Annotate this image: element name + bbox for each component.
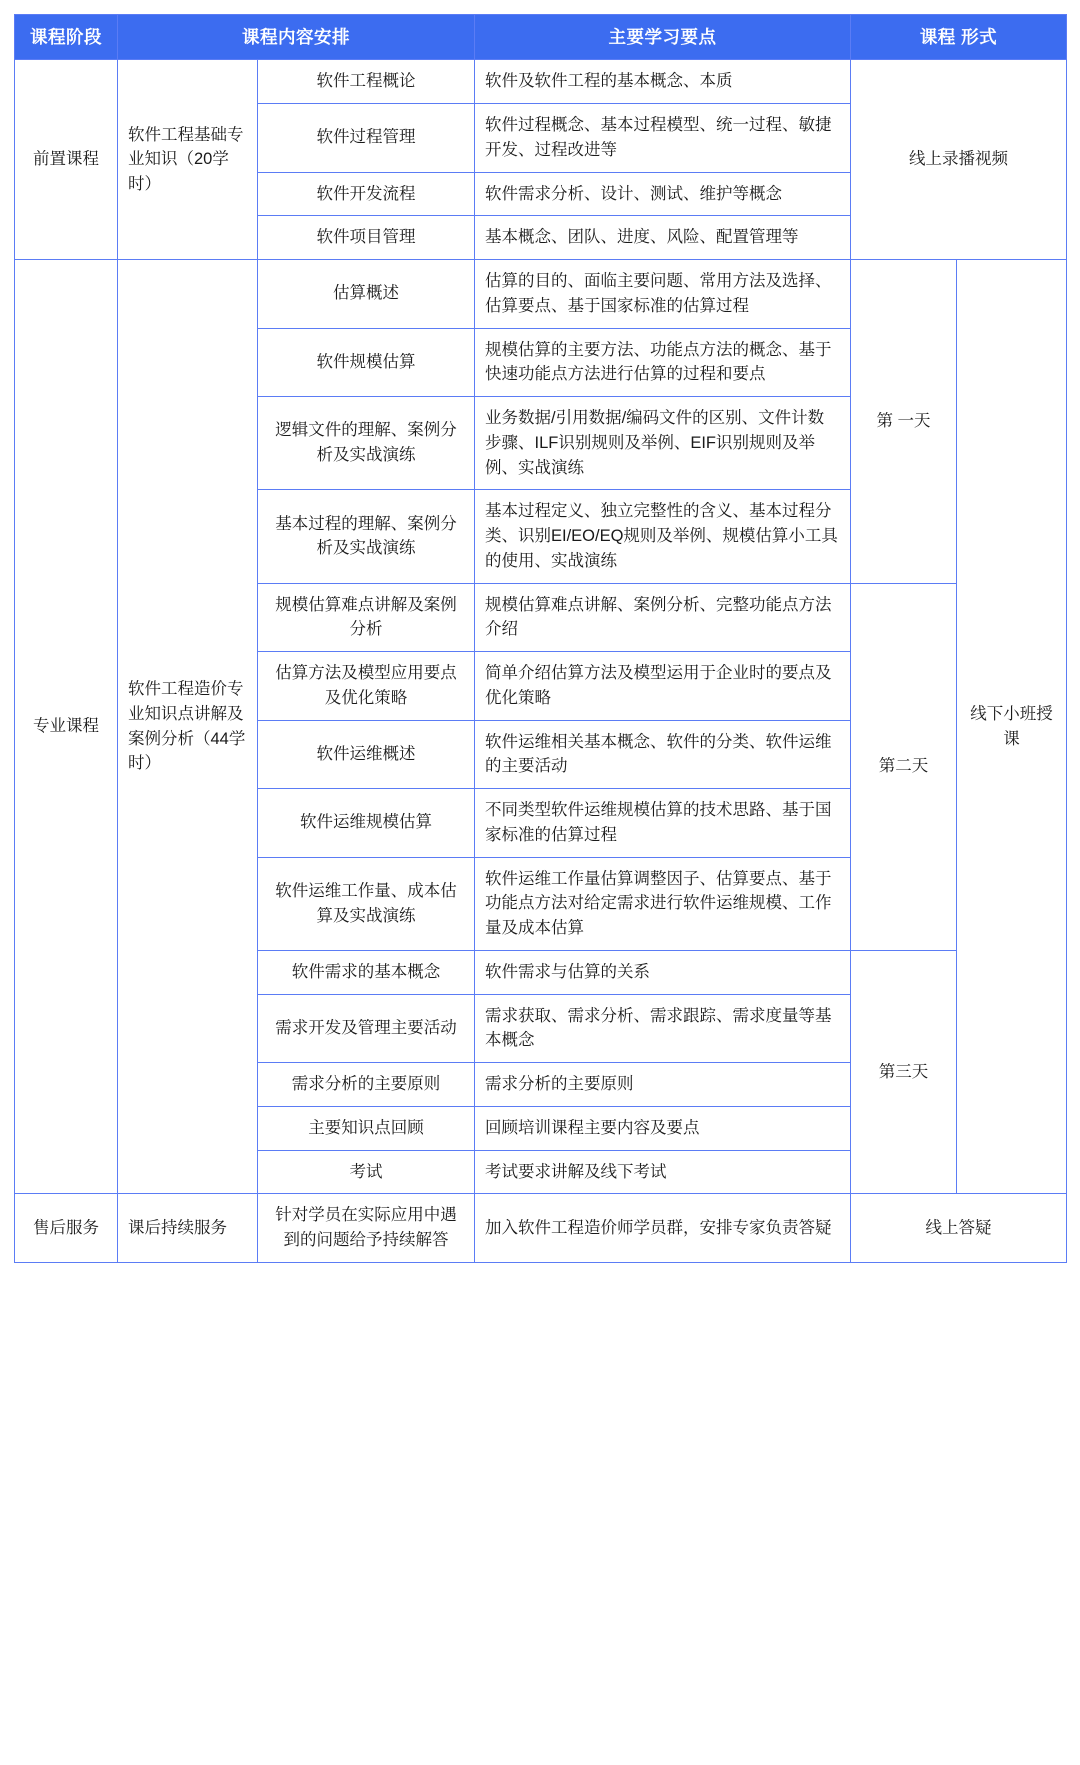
table-body bbox=[15, 60, 1067, 1263]
topic-cell: 软件过程管理 bbox=[258, 104, 475, 173]
points-cell: 软件运维工作量估算调整因子、估算要点、基于功能点方法对给定需求进行软件运维规模、工作量及成本估算 bbox=[475, 857, 851, 950]
topic-cell: 基本过程的理解、案例分析及实战演练 bbox=[258, 490, 475, 583]
topic-cell: 软件需求的基本概念 bbox=[258, 950, 475, 994]
day-cell: 第 一天 bbox=[851, 260, 957, 584]
topic-cell: 规模估算难点讲解及案例分析 bbox=[258, 583, 475, 652]
header-row bbox=[15, 15, 1067, 60]
stage-cell: 专业课程 bbox=[15, 260, 118, 1194]
topic-cell: 估算概述 bbox=[258, 260, 475, 329]
form-cell: 线上答疑 bbox=[851, 1194, 1067, 1263]
points-cell: 软件需求分析、设计、测试、维护等概念 bbox=[475, 172, 851, 216]
topic-cell: 软件运维工作量、成本估算及实战演练 bbox=[258, 857, 475, 950]
day-cell: 第二天 bbox=[851, 583, 957, 950]
topic-cell: 估算方法及模型应用要点及优化策略 bbox=[258, 652, 475, 721]
points-cell: 需求分析的主要原则 bbox=[475, 1063, 851, 1107]
points-cell: 软件及软件工程的基本概念、本质 bbox=[475, 60, 851, 104]
points-cell: 需求获取、需求分析、需求跟踪、需求度量等基本概念 bbox=[475, 994, 851, 1063]
topic-cell: 考试 bbox=[258, 1150, 475, 1194]
points-cell: 业务数据/引用数据/编码文件的区别、文件计数步骤、ILF识别规则及举例、EIF识别规则及举例、实战演练 bbox=[475, 397, 851, 490]
points-cell: 规模估算难点讲解、案例分析、完整功能点方法介绍 bbox=[475, 583, 851, 652]
table-header bbox=[15, 15, 1067, 60]
header-content: 课程内容安排 bbox=[118, 15, 475, 60]
form-cell: 线上录播视频 bbox=[851, 60, 1067, 260]
table-row bbox=[15, 1194, 1067, 1263]
form-cell: 线下小班授课 bbox=[957, 260, 1067, 1194]
module-cell: 课后持续服务 bbox=[118, 1194, 258, 1263]
course-schedule-table bbox=[14, 14, 1067, 1263]
stage-cell: 前置课程 bbox=[15, 60, 118, 260]
module-cell: 软件工程造价专业知识点讲解及案例分析（44学时） bbox=[118, 260, 258, 1194]
points-cell: 考试要求讲解及线下考试 bbox=[475, 1150, 851, 1194]
points-cell: 回顾培训课程主要内容及要点 bbox=[475, 1106, 851, 1150]
day-cell: 第三天 bbox=[851, 950, 957, 1194]
points-cell: 基本概念、团队、进度、风险、配置管理等 bbox=[475, 216, 851, 260]
topic-cell: 需求分析的主要原则 bbox=[258, 1063, 475, 1107]
points-cell: 简单介绍估算方法及模型运用于企业时的要点及优化策略 bbox=[475, 652, 851, 721]
points-cell: 不同类型软件运维规模估算的技术思路、基于国家标准的估算过程 bbox=[475, 789, 851, 858]
header-form: 课程 形式 bbox=[851, 15, 1067, 60]
header-stage: 课程阶段 bbox=[15, 15, 118, 60]
points-cell: 基本过程定义、独立完整性的含义、基本过程分类、识别EI/EO/EQ规则及举例、规模估算小工具的使用、实战演练 bbox=[475, 490, 851, 583]
topic-cell: 软件规模估算 bbox=[258, 328, 475, 397]
points-cell: 软件运维相关基本概念、软件的分类、软件运维的主要活动 bbox=[475, 720, 851, 789]
points-cell: 估算的目的、面临主要问题、常用方法及选择、估算要点、基于国家标准的估算过程 bbox=[475, 260, 851, 329]
points-cell: 软件过程概念、基本过程模型、统一过程、敏捷开发、过程改进等 bbox=[475, 104, 851, 173]
topic-cell: 软件开发流程 bbox=[258, 172, 475, 216]
points-cell: 加入软件工程造价师学员群，安排专家负责答疑 bbox=[475, 1194, 851, 1263]
topic-cell: 软件工程概论 bbox=[258, 60, 475, 104]
stage-cell: 售后服务 bbox=[15, 1194, 118, 1263]
header-points: 主要学习要点 bbox=[475, 15, 851, 60]
topic-cell: 逻辑文件的理解、案例分析及实战演练 bbox=[258, 397, 475, 490]
topic-cell: 针对学员在实际应用中遇到的问题给予持续解答 bbox=[258, 1194, 475, 1263]
module-cell: 软件工程基础专业知识（20学时） bbox=[118, 60, 258, 260]
topic-cell: 需求开发及管理主要活动 bbox=[258, 994, 475, 1063]
topic-cell: 主要知识点回顾 bbox=[258, 1106, 475, 1150]
points-cell: 规模估算的主要方法、功能点方法的概念、基于快速功能点方法进行估算的过程和要点 bbox=[475, 328, 851, 397]
topic-cell: 软件运维概述 bbox=[258, 720, 475, 789]
points-cell: 软件需求与估算的关系 bbox=[475, 950, 851, 994]
topic-cell: 软件运维规模估算 bbox=[258, 789, 475, 858]
topic-cell: 软件项目管理 bbox=[258, 216, 475, 260]
table-row bbox=[15, 260, 1067, 329]
table-row bbox=[15, 60, 1067, 104]
